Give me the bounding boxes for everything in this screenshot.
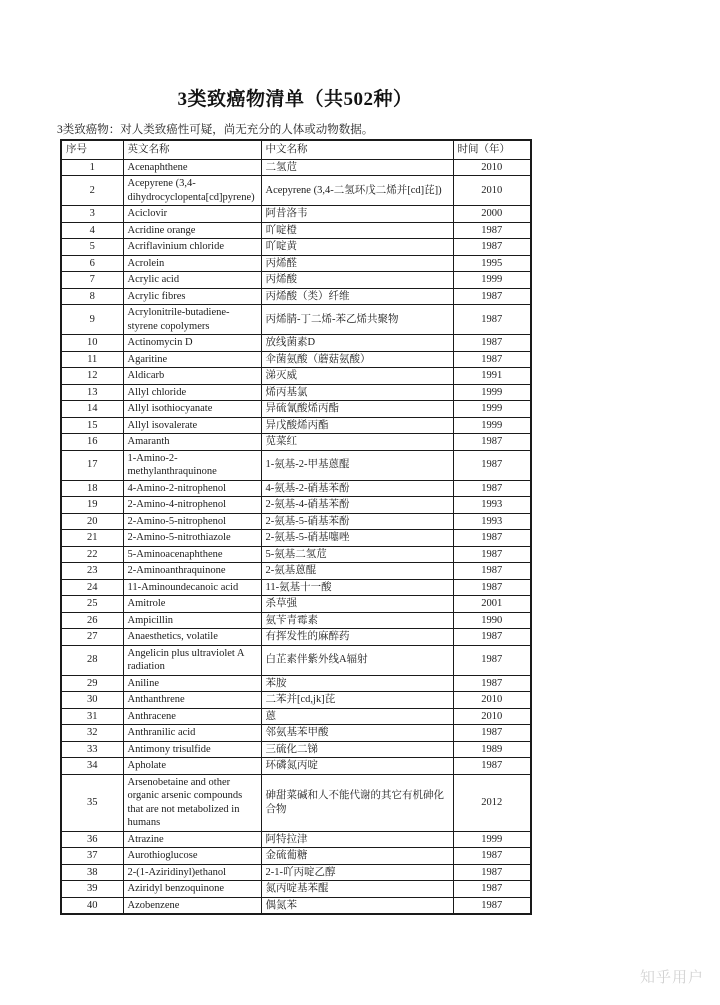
- english-name-cell: Aziridyl benzoquinone: [123, 881, 261, 898]
- year-cell: 1987: [453, 480, 531, 497]
- table-row: [61, 563, 531, 580]
- row-number-cell: 33: [61, 741, 123, 758]
- table-row: [61, 239, 531, 256]
- english-name-cell: Aniline: [123, 675, 261, 692]
- row-number-cell: 40: [61, 897, 123, 914]
- table-row: [61, 368, 531, 385]
- row-number-cell: 23: [61, 563, 123, 580]
- chinese-name-cell: 邻氨基苯甲酸: [261, 725, 453, 742]
- year-cell: 2001: [453, 596, 531, 613]
- chinese-name-cell: 伞菌氨酸（蘑菇氨酸）: [261, 351, 453, 368]
- chinese-name-cell: Acepyrene (3,4-二氢环戊二烯并[cd]芘]): [261, 176, 453, 206]
- table-row: [61, 159, 531, 176]
- chinese-name-cell: 苋菜红: [261, 434, 453, 451]
- chinese-name-cell: 5-氨基二氢苊: [261, 546, 453, 563]
- chinese-name-cell: 2-氨基-5-硝基噻唑: [261, 530, 453, 547]
- chinese-name-cell: 烯丙基氯: [261, 384, 453, 401]
- year-cell: 1987: [453, 645, 531, 675]
- row-number-cell: 11: [61, 351, 123, 368]
- chinese-name-cell: 阿特拉津: [261, 831, 453, 848]
- table-row: [61, 579, 531, 596]
- year-cell: 1987: [453, 288, 531, 305]
- chinese-name-cell: 二苯并[cd,jk]芘: [261, 692, 453, 709]
- row-number-cell: 22: [61, 546, 123, 563]
- year-cell: 1999: [453, 272, 531, 289]
- english-name-cell: 2-Amino-5-nitrophenol: [123, 513, 261, 530]
- header-chinese-name: 中文名称: [261, 140, 453, 159]
- row-number-cell: 18: [61, 480, 123, 497]
- chinese-name-cell: 蒽: [261, 708, 453, 725]
- english-name-cell: Amaranth: [123, 434, 261, 451]
- english-name-cell: 1-Amino-2-methylanthraquinone: [123, 450, 261, 480]
- table-row: [61, 645, 531, 675]
- year-cell: 2010: [453, 176, 531, 206]
- chinese-name-cell: 三硫化二锑: [261, 741, 453, 758]
- year-cell: 1999: [453, 384, 531, 401]
- chinese-name-cell: 氮丙啶基苯醌: [261, 881, 453, 898]
- row-number-cell: 3: [61, 206, 123, 223]
- english-name-cell: 4-Amino-2-nitrophenol: [123, 480, 261, 497]
- english-name-cell: Anaesthetics, volatile: [123, 629, 261, 646]
- year-cell: 1987: [453, 629, 531, 646]
- year-cell: 1987: [453, 434, 531, 451]
- year-cell: 1987: [453, 881, 531, 898]
- year-cell: 1990: [453, 612, 531, 629]
- table-row: [61, 758, 531, 775]
- english-name-cell: Acrylonitrile-butadiene-styrene copolymers: [123, 305, 261, 335]
- english-name-cell: Acenaphthene: [123, 159, 261, 176]
- chinese-name-cell: 丙烯酸（类）纤维: [261, 288, 453, 305]
- table-row: [61, 351, 531, 368]
- row-number-cell: 29: [61, 675, 123, 692]
- table-row: [61, 176, 531, 206]
- year-cell: 1987: [453, 675, 531, 692]
- year-cell: 1987: [453, 450, 531, 480]
- row-number-cell: 10: [61, 335, 123, 352]
- carcinogen-table: [60, 139, 532, 915]
- english-name-cell: Arsenobetaine and other organic arsenic compounds that are not metabolized in humans: [123, 774, 261, 831]
- year-cell: 1999: [453, 417, 531, 434]
- row-number-cell: 21: [61, 530, 123, 547]
- year-cell: 1989: [453, 741, 531, 758]
- english-name-cell: Allyl isothiocyanate: [123, 401, 261, 418]
- year-cell: 1993: [453, 513, 531, 530]
- header-number: 序号: [61, 140, 123, 159]
- table-row: [61, 255, 531, 272]
- row-number-cell: 39: [61, 881, 123, 898]
- year-cell: 1987: [453, 239, 531, 256]
- table-row: [61, 305, 531, 335]
- year-cell: 1987: [453, 530, 531, 547]
- table-row: [61, 530, 531, 547]
- english-name-cell: Allyl isovalerate: [123, 417, 261, 434]
- table-row: [61, 897, 531, 914]
- row-number-cell: 16: [61, 434, 123, 451]
- table-row: [61, 417, 531, 434]
- chinese-name-cell: 有挥发性的麻醉药: [261, 629, 453, 646]
- chinese-name-cell: 金硫葡糖: [261, 848, 453, 865]
- table-row: [61, 675, 531, 692]
- table-row: [61, 450, 531, 480]
- year-cell: 1987: [453, 897, 531, 914]
- row-number-cell: 32: [61, 725, 123, 742]
- table-row: [61, 741, 531, 758]
- table-row: [61, 881, 531, 898]
- year-cell: 1987: [453, 546, 531, 563]
- english-name-cell: 5-Aminoacenaphthene: [123, 546, 261, 563]
- year-cell: 1987: [453, 305, 531, 335]
- year-cell: 1987: [453, 335, 531, 352]
- row-number-cell: 35: [61, 774, 123, 831]
- english-name-cell: 11-Aminoundecanoic acid: [123, 579, 261, 596]
- english-name-cell: 2-Amino-5-nitrothiazole: [123, 530, 261, 547]
- table-row: [61, 206, 531, 223]
- row-number-cell: 4: [61, 222, 123, 239]
- chinese-name-cell: 杀草强: [261, 596, 453, 613]
- table-row: [61, 612, 531, 629]
- chinese-name-cell: 偶氮苯: [261, 897, 453, 914]
- chinese-name-cell: 吖啶黄: [261, 239, 453, 256]
- english-name-cell: Atrazine: [123, 831, 261, 848]
- row-number-cell: 19: [61, 497, 123, 514]
- english-name-cell: Aciclovir: [123, 206, 261, 223]
- chinese-name-cell: 丙烯醛: [261, 255, 453, 272]
- year-cell: 1987: [453, 864, 531, 881]
- table-row: [61, 288, 531, 305]
- page-subtitle: 3类致癌物：对人类致癌性可疑，尚无充分的人体或动物数据。: [57, 124, 374, 136]
- row-number-cell: 26: [61, 612, 123, 629]
- table-row: [61, 222, 531, 239]
- chinese-name-cell: 二氢苊: [261, 159, 453, 176]
- row-number-cell: 14: [61, 401, 123, 418]
- chinese-name-cell: 异戊酸烯丙酯: [261, 417, 453, 434]
- year-cell: 1987: [453, 563, 531, 580]
- table-row: [61, 546, 531, 563]
- chinese-name-cell: 苯胺: [261, 675, 453, 692]
- year-cell: 1987: [453, 222, 531, 239]
- english-name-cell: Acepyrene (3,4-dihydrocyclopenta[cd]pyrene): [123, 176, 261, 206]
- header-year: 时间（年）: [453, 140, 531, 159]
- english-name-cell: Ampicillin: [123, 612, 261, 629]
- year-cell: 1995: [453, 255, 531, 272]
- table-row: [61, 629, 531, 646]
- table-row: [61, 725, 531, 742]
- table-row: [61, 864, 531, 881]
- table-row: [61, 692, 531, 709]
- year-cell: 1987: [453, 848, 531, 865]
- chinese-name-cell: 1-氨基-2-甲基蒽醌: [261, 450, 453, 480]
- chinese-name-cell: 吖啶橙: [261, 222, 453, 239]
- year-cell: 1999: [453, 831, 531, 848]
- chinese-name-cell: 2-氨基蒽醌: [261, 563, 453, 580]
- year-cell: 1987: [453, 725, 531, 742]
- year-cell: 2010: [453, 708, 531, 725]
- chinese-name-cell: 异硫氰酸烯丙酯: [261, 401, 453, 418]
- chinese-name-cell: 丙烯腈-丁二烯-苯乙烯共聚物: [261, 305, 453, 335]
- year-cell: 1993: [453, 497, 531, 514]
- row-number-cell: 20: [61, 513, 123, 530]
- table-row: [61, 401, 531, 418]
- english-name-cell: Acrolein: [123, 255, 261, 272]
- row-number-cell: 8: [61, 288, 123, 305]
- table-row: [61, 848, 531, 865]
- row-number-cell: 36: [61, 831, 123, 848]
- year-cell: 2010: [453, 159, 531, 176]
- table-row: [61, 497, 531, 514]
- table-row: [61, 384, 531, 401]
- table-body: [61, 159, 531, 914]
- chinese-name-cell: 阿昔洛韦: [261, 206, 453, 223]
- table-row: [61, 272, 531, 289]
- english-name-cell: Acridine orange: [123, 222, 261, 239]
- row-number-cell: 2: [61, 176, 123, 206]
- row-number-cell: 24: [61, 579, 123, 596]
- table-row: [61, 480, 531, 497]
- year-cell: 2000: [453, 206, 531, 223]
- watermark: 知乎用户: [639, 969, 704, 986]
- english-name-cell: Amitrole: [123, 596, 261, 613]
- chinese-name-cell: 氨苄青霉素: [261, 612, 453, 629]
- table-row: [61, 434, 531, 451]
- english-name-cell: Anthranilic acid: [123, 725, 261, 742]
- table-row: [61, 708, 531, 725]
- english-name-cell: Apholate: [123, 758, 261, 775]
- table-row: [61, 831, 531, 848]
- english-name-cell: 2-Aminoanthraquinone: [123, 563, 261, 580]
- year-cell: 1987: [453, 351, 531, 368]
- chinese-name-cell: 2-氨基-5-硝基苯酚: [261, 513, 453, 530]
- row-number-cell: 7: [61, 272, 123, 289]
- row-number-cell: 25: [61, 596, 123, 613]
- chinese-name-cell: 环磷氮丙啶: [261, 758, 453, 775]
- row-number-cell: 5: [61, 239, 123, 256]
- row-number-cell: 13: [61, 384, 123, 401]
- english-name-cell: Aldicarb: [123, 368, 261, 385]
- english-name-cell: Allyl chloride: [123, 384, 261, 401]
- row-number-cell: 15: [61, 417, 123, 434]
- year-cell: 1999: [453, 401, 531, 418]
- chinese-name-cell: 放线菌素D: [261, 335, 453, 352]
- table-row: [61, 774, 531, 831]
- row-number-cell: 28: [61, 645, 123, 675]
- row-number-cell: 1: [61, 159, 123, 176]
- english-name-cell: 2-(1-Aziridinyl)ethanol: [123, 864, 261, 881]
- chinese-name-cell: 4-氨基-2-硝基苯酚: [261, 480, 453, 497]
- row-number-cell: 34: [61, 758, 123, 775]
- row-number-cell: 9: [61, 305, 123, 335]
- english-name-cell: Anthracene: [123, 708, 261, 725]
- row-number-cell: 30: [61, 692, 123, 709]
- year-cell: 1991: [453, 368, 531, 385]
- chinese-name-cell: 涕灭威: [261, 368, 453, 385]
- english-name-cell: Azobenzene: [123, 897, 261, 914]
- english-name-cell: 2-Amino-4-nitrophenol: [123, 497, 261, 514]
- chinese-name-cell: 白芷素伴紫外线A辐射: [261, 645, 453, 675]
- chinese-name-cell: 2-氨基-4-硝基苯酚: [261, 497, 453, 514]
- english-name-cell: Anthanthrene: [123, 692, 261, 709]
- chinese-name-cell: 2-1-吖丙啶乙醇: [261, 864, 453, 881]
- row-number-cell: 38: [61, 864, 123, 881]
- english-name-cell: Acrylic fibres: [123, 288, 261, 305]
- chinese-name-cell: 丙烯酸: [261, 272, 453, 289]
- table-row: [61, 596, 531, 613]
- row-number-cell: 31: [61, 708, 123, 725]
- english-name-cell: Aurothioglucose: [123, 848, 261, 865]
- row-number-cell: 37: [61, 848, 123, 865]
- english-name-cell: Angelicin plus ultraviolet A radiation: [123, 645, 261, 675]
- year-cell: 2010: [453, 692, 531, 709]
- row-number-cell: 12: [61, 368, 123, 385]
- row-number-cell: 17: [61, 450, 123, 480]
- english-name-cell: Agaritine: [123, 351, 261, 368]
- table-row: [61, 335, 531, 352]
- english-name-cell: Acrylic acid: [123, 272, 261, 289]
- english-name-cell: Antimony trisulfide: [123, 741, 261, 758]
- year-cell: 1987: [453, 758, 531, 775]
- table-header-row: [61, 140, 531, 159]
- english-name-cell: Acriflavinium chloride: [123, 239, 261, 256]
- row-number-cell: 6: [61, 255, 123, 272]
- chinese-name-cell: 砷甜菜碱和人不能代谢的其它有机砷化合物: [261, 774, 453, 831]
- table-row: [61, 513, 531, 530]
- header-english-name: 英文名称: [123, 140, 261, 159]
- year-cell: 2012: [453, 774, 531, 831]
- chinese-name-cell: 11-氨基十一酸: [261, 579, 453, 596]
- year-cell: 1987: [453, 579, 531, 596]
- row-number-cell: 27: [61, 629, 123, 646]
- page-title: 3类致癌物清单（共502种）: [177, 89, 413, 110]
- english-name-cell: Actinomycin D: [123, 335, 261, 352]
